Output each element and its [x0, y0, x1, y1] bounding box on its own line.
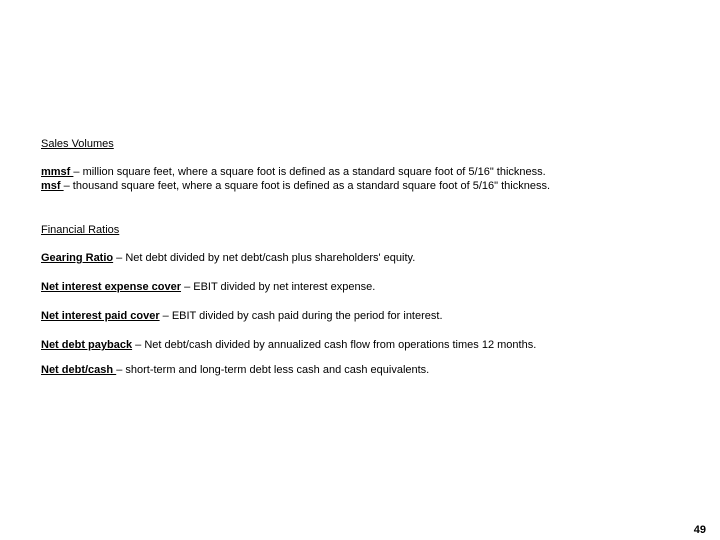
definition-net-debt-cash	[41, 363, 429, 377]
definition-msf	[41, 179, 550, 193]
definition-term: Net debt payback	[41, 339, 133, 351]
sales-volumes-heading: Sales Volumes	[41, 138, 114, 150]
definition-text: – EBIT divided by cash paid during the period for interest.	[159, 310, 443, 322]
definition-text: – Net debt/cash divided by annualized cash flow from operations times 12 months.	[132, 339, 537, 351]
definition-term: msf	[41, 180, 64, 192]
definition-net-interest-paid-cover	[41, 309, 443, 323]
definition-gearing-ratio	[41, 251, 415, 265]
definition-text: – short-term and long-term debt less cash and cash equivalents.	[116, 364, 430, 376]
definition-term: Net interest paid cover	[41, 310, 160, 322]
definition-text: – million square feet, where a square foot is defined as a standard square foot of 5/16" thickness.	[73, 166, 546, 178]
definition-term: Net debt/cash	[41, 364, 117, 376]
definition-net-interest-expense-cover	[41, 280, 375, 294]
definition-term: Gearing Ratio	[41, 252, 114, 264]
definition-term: Net interest expense cover	[41, 281, 182, 293]
page-number: 49	[693, 524, 706, 536]
definition-text: – EBIT divided by net interest expense.	[181, 281, 376, 293]
definition-text: – Net debt divided by net debt/cash plus shareholders' equity.	[113, 252, 416, 264]
financial-ratios-heading: Financial Ratios	[41, 224, 120, 236]
definition-mmsf	[41, 165, 546, 179]
definition-term: mmsf	[41, 166, 74, 178]
definition-text: – thousand square feet, where a square foot is defined as a standard square foot of 5/16" thickness.	[63, 180, 551, 192]
definition-net-debt-payback	[41, 338, 536, 352]
